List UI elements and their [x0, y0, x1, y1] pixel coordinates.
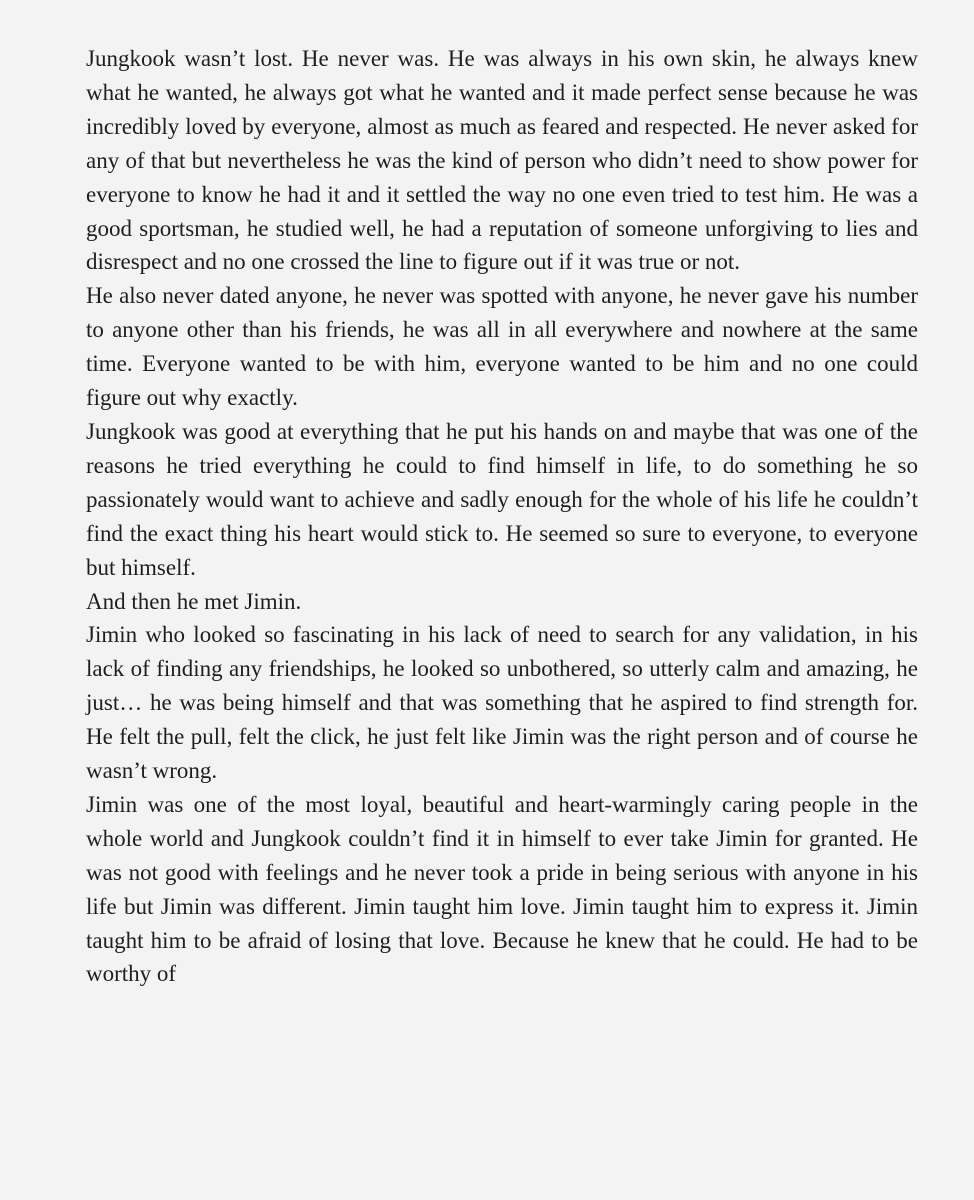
paragraph-4: And then he met Jimin. [86, 588, 302, 614]
paragraph-1: Jungkook wasn’t lost. He never was. He was always in his own skin, he always knew what he wanted, he always got what he wanted and it made perfect sense because he was incredibly loved by everyone, almost as much as feared and respected. He never asked for any of that but nevertheless he was the kind of person who didn’t need to show power for everyone to know he had it and it settled the way no one even tried to test him. He was a good sportsman, he studied well, he had a reputation of someone unforgiving to lies and disrespect and no one crossed the line to figure out if it was true or not. [86, 46, 918, 275]
paragraph-2: He also never dated anyone, he never was spotted with anyone, he never gave his number to anyone other than his friends, he was all in all everywhere and nowhere at the same time. Everyone wanted to be with him, everyone wanted to be him and no one could figure out why exactly. [86, 283, 918, 411]
paragraph-6: Jimin was one of the most loyal, beautiful and heart-warmingly caring people in the whole world and Jungkook couldn’t find it in himself to ever take Jimin for granted. He was not good with feelings and he never took a pride in being serious with anyone in his life but Jimin was different. Jimin taught him love. Jimin taught him to express it. Jimin taught him to be afraid of losing that love. Because he knew that he could. He had to be worthy of [86, 791, 918, 987]
paragraph-5: Jimin who looked so fascinating in his lack of need to search for any validation, in his lack of finding any friendships, he looked so unbothered, so utterly calm and amazing, he just… he was being himself and that was something that he aspired to find strength for. He felt the pull, felt the click, he just felt like Jimin was the right person and of course he wasn’t wrong. [86, 622, 918, 784]
story-text [86, 42, 918, 991]
paragraph-3: Jungkook was good at everything that he put his hands on and maybe that was one of the reasons he tried everything he could to find himself in life, to do something he so passionately would want to achieve and sadly enough for the whole of his life he couldn’t find the exact thing his heart would stick to. He seemed so sure to everyone, to everyone but himself. [86, 418, 918, 580]
